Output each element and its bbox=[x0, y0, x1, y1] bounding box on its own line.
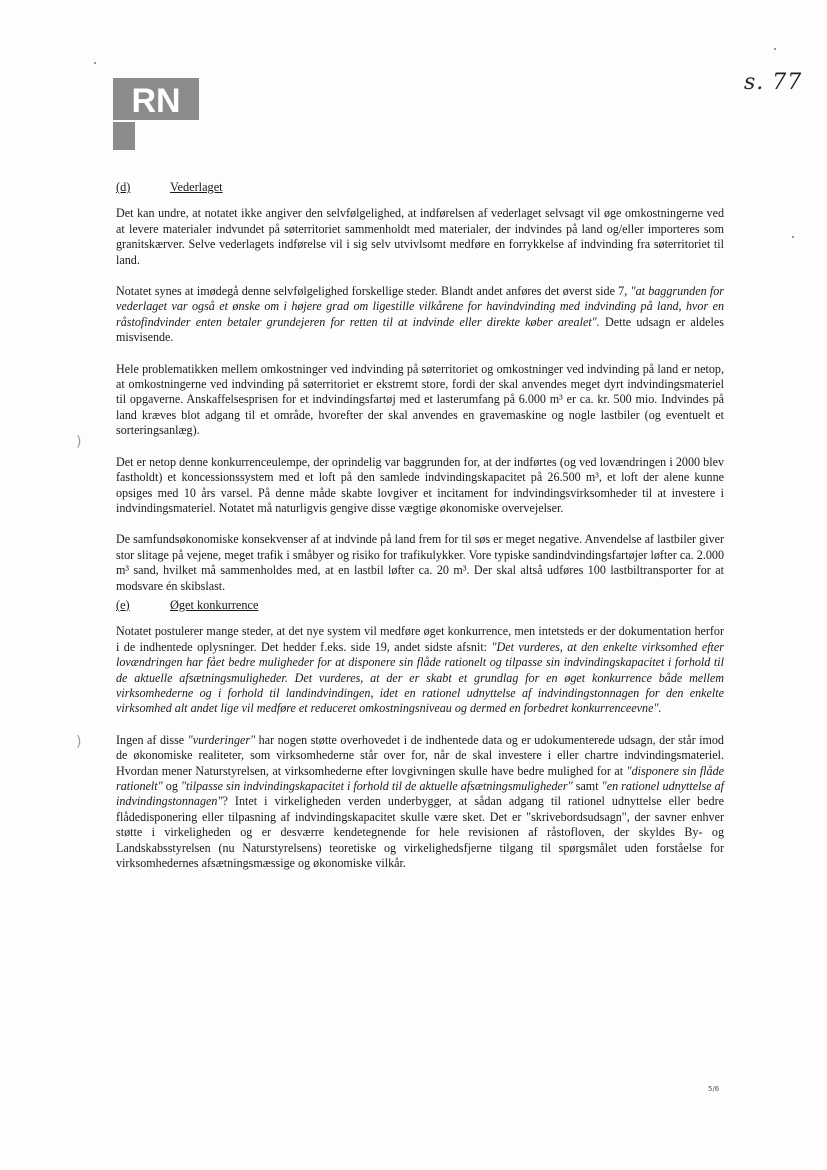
quote: "tilpasse sin indvindingskapacitet i forhold til de aktuelle afsætningsmuligheder" bbox=[180, 779, 573, 793]
section-label: (e) bbox=[116, 597, 130, 612]
handwritten-page-number: s. 77 bbox=[744, 70, 803, 95]
paragraph: De samfundsøkonomiske konsekvenser af at indvinde på land frem for til søs er meget negative. Anvendelse af lastbiler giver stor slitage på vejene, meget trafik i småbyer og risiko for trafikulykker. Vore typiske sandindvindingsfartøjer løfter ca. 2.000 m³ sand, hvilket må sammenholdes med, at en lastbil løfter ca. 20 m³. Der skal altså udføres 100 lastbiltransporter for at modsvare én skibslast. bbox=[116, 532, 724, 593]
logo-text: RN bbox=[131, 82, 181, 120]
scan-speck bbox=[94, 62, 96, 64]
paragraph: Notatet postulerer mange steder, at det nye system vil medføre øget konkurrence, men intetsteds er der dokumentation herfor i de indhentede oplysninger. Det hedder f.eks. side 19, andet sidste afsnit: "Det vurderes, at den enkelte virksomhed efter lovændringen har fået bedre muligheder for at disponere sin flåde rationelt og tilpasse sin indvindingskapacitet i forhold til de aktuelle afsætningsmuligheder. Det vurderes, at der er skabt et grundlag for en øget konkurrence både mellem virksomhederne og i forhold til landindvindingen, idet en rationel udnyttelse af indvindingstonnagen for den enkelte virksomhed alt andet lige vil medføre et reduceret omkostningsniveau og dermed en forbedret konkurrenceevne". bbox=[116, 624, 724, 716]
section-title: Vederlaget bbox=[170, 180, 223, 194]
page-footer: 5/6 bbox=[708, 1085, 720, 1093]
quote: "at baggrunden for vederlaget var også et ønske om i højere grad om ligestille vilkårene for havindvinding med indvinding på land, hvor en råstofindvinder enten betaler grundejeren for retten til at indvinde eller direkte køber arealet". bbox=[116, 284, 724, 329]
quote: "en rationel udnyttelse af indvindingstonnagen" bbox=[116, 779, 725, 809]
margin-mark: ) bbox=[76, 434, 82, 450]
paragraph: Notatet synes at imødegå denne selvfølgelighed forskellige steder. Blandt andet anføres det øverst side 7, "at baggrunden for vederlaget var også et ønske om i højere grad om ligestille vilkårene for havindvinding med indvinding på land, hvor en råstofindvinder enten betaler grundejeren for retten til at indvinde eller direkte køber arealet". Dette udsagn er aldeles misvisende. bbox=[116, 284, 724, 345]
section-heading-d bbox=[116, 180, 724, 195]
scan-speck bbox=[792, 236, 794, 238]
section-label: (d) bbox=[116, 180, 131, 194]
section-heading-e bbox=[116, 598, 724, 613]
scan-speck bbox=[774, 48, 776, 50]
quote: "disponere sin flåde rationelt" bbox=[116, 763, 724, 793]
section-title: Øget konkurrence bbox=[170, 597, 259, 612]
paragraph: Det kan undre, at notatet ikke angiver den selvfølgelighed, at indførelsen af vederlaget selvsagt vil øge omkostningerne ved at levere materialer indvundet på søterritoriet sammenholdt med materialer, der indvindes på land og/eller importeres som granitskærver. Selve vederlagets indførelse vil i sig selv utvivlsomt medføre en forrykkelse af indvinding fra søterritoriet til land. bbox=[116, 206, 724, 267]
paragraph: Ingen af disse "vurderinger" har nogen støtte overhovedet i de indhentede data og er udokumenterede udsagn, der står imod de økonomiske realiteter, som virksomhederne står over for, når de skal investere i eller chartre indvindingsmateriel. Hvordan mener Naturstyrelsen, at virksomhederne efter lovgivningen skulle have bedre mulighed for at "disponere sin flåde rationelt" og "tilpasse sin indvindingskapacitet i forhold til de aktuelle afsætningsmuligheder" samt "en rationel udnyttelse af indvindingstonnagen"? Intet i virkeligheden verden underbygger, at sådan adgang til rationel udnyttelse eller bedre flådedisponering eller tilpasning af indvindingskapacitet skulle være sket. Det er "skrivebordsudsagn", der savner enhver støtte i virkeligheden og er desværre kendetegnende for hele revisionen af råstofloven, der skyldes By- og Landskabsstyrelsen (nu Naturstyrelsens) teoretiske og virkelighedsfjerne tilgang til spørgsmålet uden forståelse for virksomhedernes afsætningsmæssige og økonomiske vilkår. bbox=[116, 732, 725, 871]
document-body bbox=[116, 180, 724, 887]
rn-logo bbox=[113, 78, 199, 150]
paragraph: Det er netop denne konkurrenceulempe, der oprindelig var baggrunden for, at der indførtes (og ved lovændringen i 2000 blev fastholdt) et koncessionssystem med et loft på den samlede indvindingskapacitet på 26.500 m³, et loft der alene kunne opsiges med 10 års varsel. På denne måde skabte lovgiver et incitament for indvindingsvirksomheder til at investere i indvindingsmateriel. Notatet må naturligvis gengive disse vægtige økonomiske overvejelser. bbox=[116, 454, 724, 515]
quote: "vurderinger" bbox=[187, 732, 256, 747]
margin-mark: ) bbox=[76, 734, 82, 750]
paragraph: Hele problematikken mellem omkostninger ved indvinding på søterritoriet og omkostninger ved indvinding på land er netop, at omkostningerne ved indvinding på søterritoriet er ekstremt store, fordi der skal anvendes meget dyrt indvindingsmateriel til opgaverne. Anskaffelsesprisen for et indvindingsfartøj med et lasterumfang på 6.000 m³ er ca. kr. 500 mio. Indvindes på land kræves blot adgang til et område, hvorefter der skal anvendes en gravemaskine og nogle lastbiler (og eventuelt et sorteringsanlæg). bbox=[116, 361, 724, 438]
quote: "Det vurderes, at den enkelte virksomhed efter lovændringen har fået bedre muligheder for at disponere sin flåde rationelt og tilpasse sin indvindingskapacitet i forhold til de aktuelle afsætningsmuligheder. Det vurderes, at der er skabt et grundlag for en øget konkurrence både mellem virksomhederne og i forhold til landindvindingen, idet en rationel udnyttelse af indvindingstonnagen for den enkelte virksomhed alt andet lige vil medføre et reduceret omkostningsniveau og dermed en forbedret konkurrenceevne". bbox=[116, 639, 724, 716]
